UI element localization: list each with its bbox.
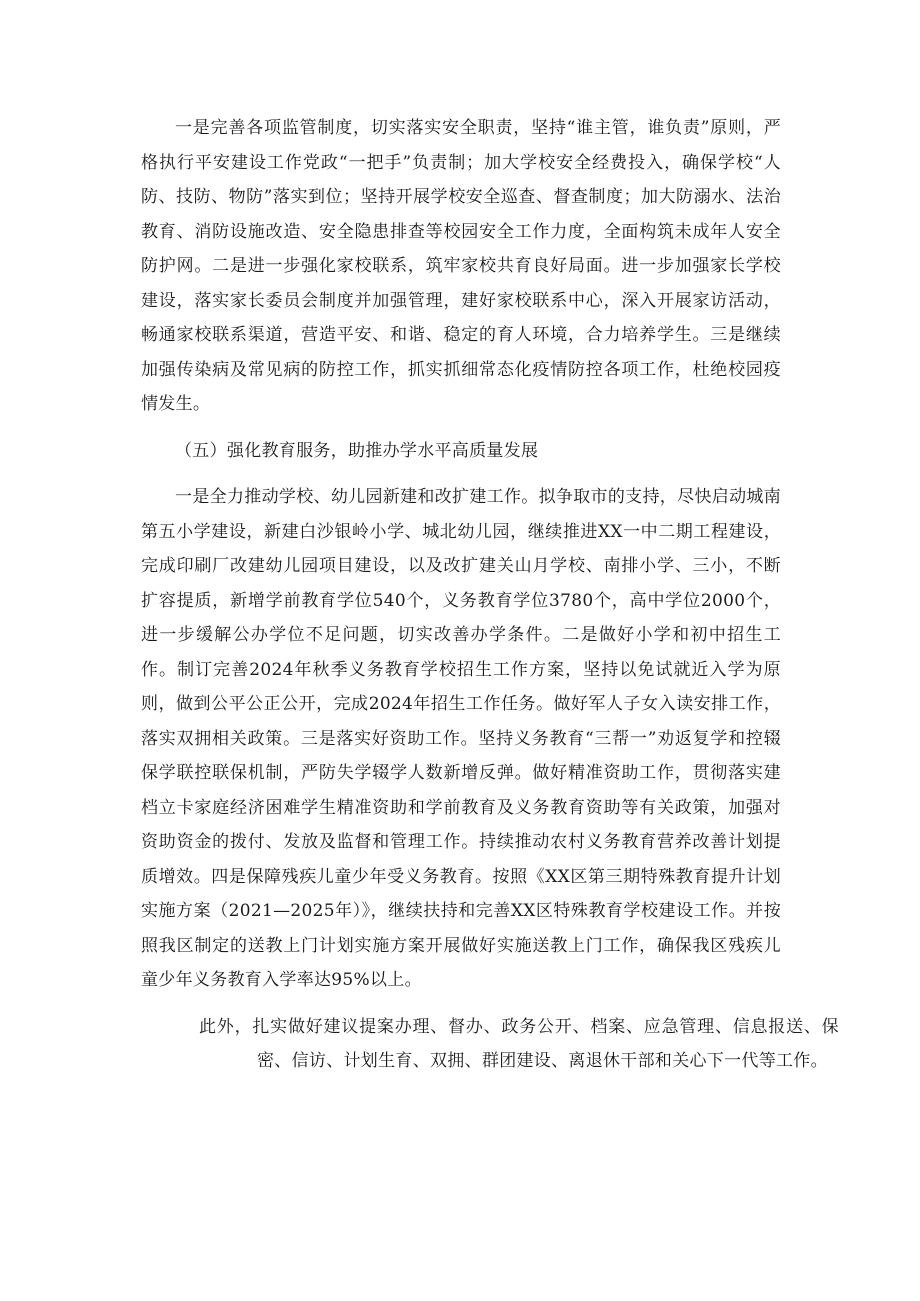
paragraph-safety: 一是完善各项监管制度，切实落实安全职责，坚持“谁主管，谁负责”原则，严格执行平安建设工作党政“一把手”负责制；加大学校安全经费投入，确保学校“人防、技防、物防”落实到位；坚持开展学校安全巡查、督查制度；加大防溺水、法治教育、消防设施改造、安全隐患排查等校园安全工作力度，全面构筑未成年人安全防护网。二是进一步强化家校联系，筑牢家校共育良好局面。进一步加强家长学校建设，落实家长委员会制度并加强管理，建好家校联系中心，深入开展家访活动，畅通家校联系渠道，营造平安、和谐、稳定的育人环境，合力培养学生。三是继续加强传染病及常见病的防控工作，抓实抓细常态化疫情防控各项工作，杜绝校园疫情发生。 bbox=[141, 118, 781, 414]
paragraph-closing: 此外，扎实做好建议提案办理、督办、政务公开、档案、应急管理、信息报送、保密、信访、计划生育、双拥、群团建设、离退休干部和关心下一代等工作。 bbox=[199, 1016, 839, 1071]
section-heading: （五）强化教育服务，助推办学水平高质量发展 bbox=[175, 440, 539, 461]
document-body bbox=[141, 111, 839, 1079]
paragraph-education-services: 一是全力推动学校、幼儿园新建和改扩建工作。拟争取市的支持，尽快启动城南第五小学建设，新建白沙银岭小学、城北幼儿园，继续推进XX一中二期工程建设，完成印刷厂改建幼儿园项目建设，以及改扩建关山月学校、南排小学、三小，不断扩容提质，新增学前教育学位540个，义务教育学位3780个，高中学位2000个，进一步缓解公办学位不足问题，切实改善办学条件。二是做好小学和初中招生工作。制订完善2024年秋季义务教育学校招生工作方案，坚持以免试就近入学为原则，做到公平公正公开，完成2024年招生工作任务。做好军人子女入读安排工作，落实双拥相关政策。三是落实好资助工作。坚持义务教育“三帮一”劝返复学和控辍保学联控联保机制，严防失学辍学人数新增反弹。做好精准资助工作，贯彻落实建档立卡家庭经济困难学生精准资助和学前教育及义务教育资助等有关政策，加强对资助资金的拨付、发放及监督和管理工作。持续推动农村义务教育营养改善计划提质增效。四是保障残疾儿童少年受义务教育。按照《XX区第三期特殊教育提升计划实施方案（2021—2025年）》，继续扶持和完善XX区特殊教育学校建设工作。并按照我区制定的送教上门计划实施方案开展做好实施送教上门工作，确保我区残疾儿童少年义务教育入学率达95%以上。 bbox=[141, 487, 781, 990]
